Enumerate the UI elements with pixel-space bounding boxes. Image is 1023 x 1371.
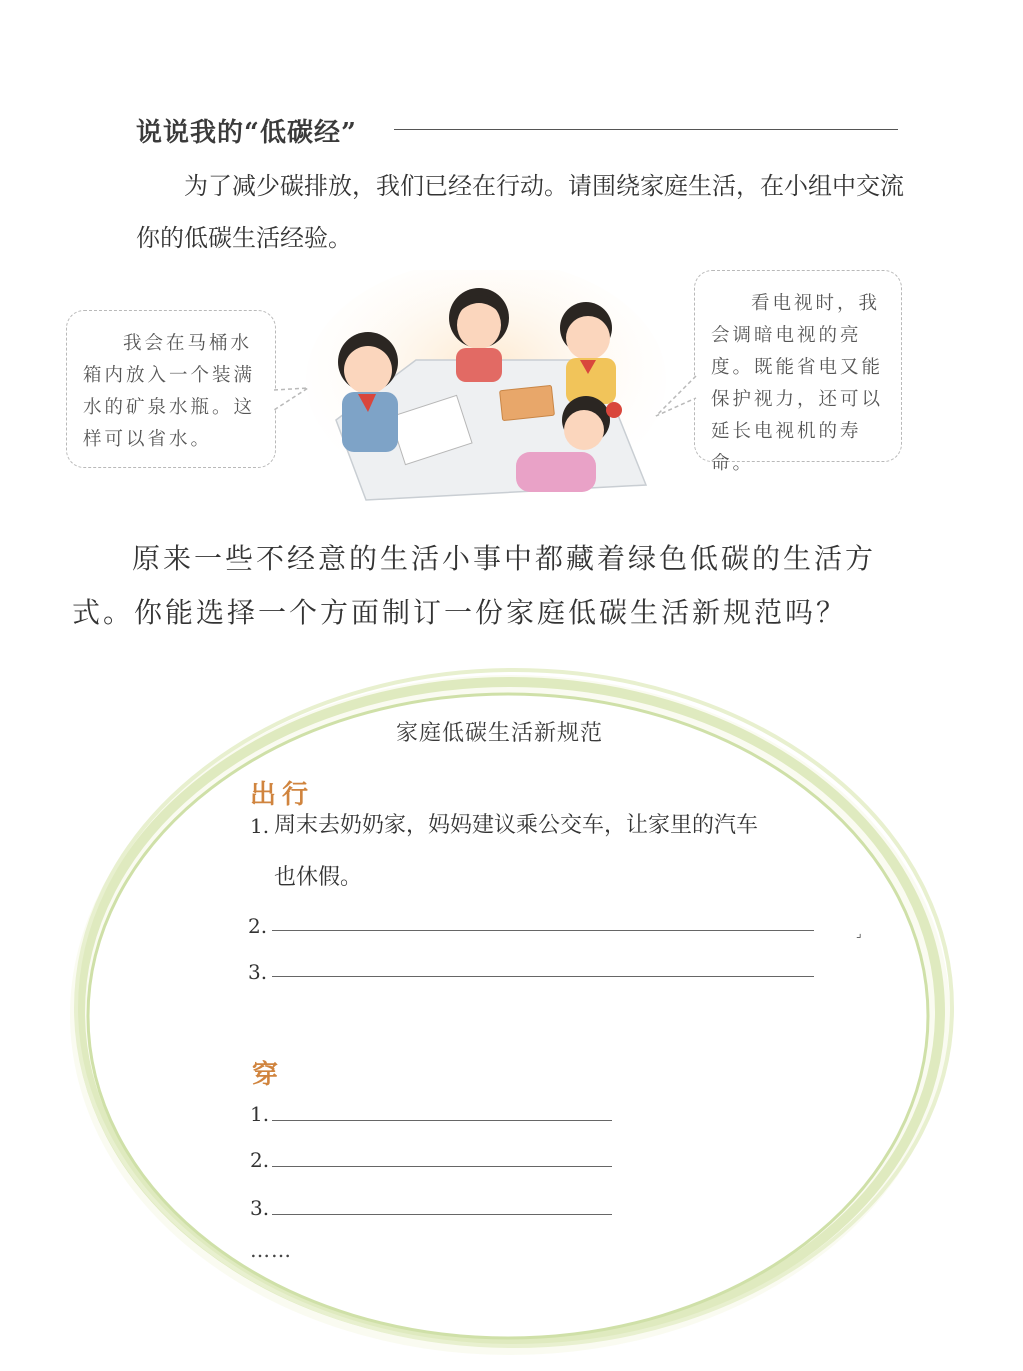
item-number: 1. xyxy=(250,814,270,838)
item-number: 2. xyxy=(248,914,268,938)
category-travel: 出行 xyxy=(250,780,315,810)
item-number: 1. xyxy=(250,1102,270,1126)
category-wear: 穿 xyxy=(252,1060,285,1090)
bubble-tail-left xyxy=(272,386,312,416)
item-number: 3. xyxy=(250,1196,270,1220)
stray-mark: ⌟ xyxy=(856,926,862,940)
item-text-line2: 也休假。 xyxy=(274,865,363,890)
bubble-tail-right xyxy=(654,370,698,420)
children-discussion-illustration xyxy=(296,270,676,510)
conclusion-paragraph: 原来一些不经意的生活小事中都藏着绿色低碳的生活方式。你能选择一个方面制订一份家庭低碳生活新规范吗？ xyxy=(72,542,877,629)
fill-in-line[interactable] xyxy=(272,976,814,977)
intro-paragraph: 为了减少碳排放，我们已经在行动。请围绕家庭生活，在小组中交流你的低碳生活经验。 xyxy=(136,172,904,252)
form-title: 家庭低碳生活新规范 xyxy=(396,721,604,746)
fill-in-line[interactable] xyxy=(272,1120,612,1121)
heading-rule xyxy=(394,129,898,130)
section-heading: 说说我的“低碳经” xyxy=(136,118,357,148)
item-number: 3. xyxy=(248,960,268,984)
oval-frame xyxy=(40,640,980,1360)
item-number: 2. xyxy=(250,1148,270,1172)
ellipsis: …… xyxy=(250,1238,292,1262)
item-text-line1: 周末去奶奶家，妈妈建议乘公交车，让家里的汽车 xyxy=(274,813,759,838)
fill-in-line[interactable] xyxy=(272,1214,612,1215)
speech-bubble-right: 看电视时，我会调暗电视的亮度。既能省电又能保护视力，还可以延长电视机的寿命。 xyxy=(694,270,902,462)
fill-in-line[interactable] xyxy=(272,930,814,931)
fill-in-line[interactable] xyxy=(272,1166,612,1167)
speech-bubble-left: 我会在马桶水箱内放入一个装满水的矿泉水瓶。这样可以省水。 xyxy=(66,310,276,468)
